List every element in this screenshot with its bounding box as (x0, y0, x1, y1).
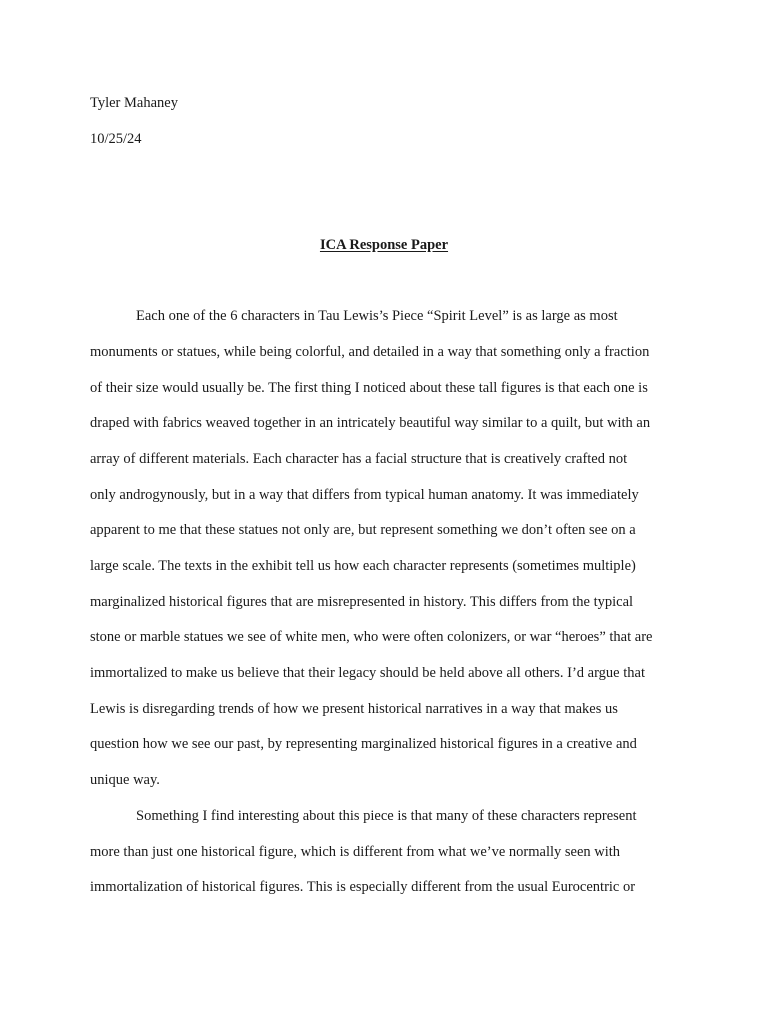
author-name: Tyler Mahaney (90, 95, 178, 111)
paragraph-1-line-8: large scale. The texts in the exhibit tell us how each character represents (sometimes multiple) (90, 558, 636, 574)
paragraph-1-line-11: immortalized to make us believe that their legacy should be held above all others. I’d argue that (90, 665, 645, 681)
paragraph-1-line-10: stone or marble statues we see of white men, who were often colonizers, or war “heroes” that are (90, 629, 653, 645)
paragraph-1-line-7: apparent to me that these statues not only are, but represent something we don’t often see on a (90, 522, 636, 538)
paper-title (0, 236, 768, 254)
paragraph-1-line-1: Each one of the 6 characters in Tau Lewis’s Piece “Spirit Level” is as large as most (136, 308, 618, 324)
paragraph-2-line-3: immortalization of historical figures. This is especially different from the usual Eurocentric or (90, 879, 636, 895)
paragraph-1-line-5: array of different materials. Each character has a facial structure that is creatively crafted not (90, 451, 628, 467)
document-date: 10/25/24 (90, 131, 142, 147)
paragraph-1-line-13: question how we see our past, by representing marginalized historical figures in a creative and (90, 736, 637, 752)
paragraph-1-line-4: draped with fabrics weaved together in an intricately beautiful way similar to a quilt, but with an (90, 415, 651, 431)
paragraph-1-line-2: monuments or statues, while being colorful, and detailed in a way that something only a fraction (90, 344, 650, 360)
paragraph-1-line-6: only androgynously, but in a way that differs from typical human anatomy. It was immediately (90, 487, 639, 503)
paragraph-2-line-1: Something I find interesting about this piece is that many of these characters represent (136, 808, 637, 824)
paragraph-1-line-14: unique way. (90, 772, 160, 788)
paragraph-1-line-9: marginalized historical figures that are misrepresented in history. This differs from the typical (90, 594, 634, 610)
paper-title-text: ICA Response Paper (319, 237, 449, 253)
paragraph-1-line-3: of their size would usually be. The first thing I noticed about these tall figures is that each one is (90, 380, 648, 396)
paragraph-1-line-12: Lewis is disregarding trends of how we present historical narratives in a way that makes us (90, 701, 618, 717)
paragraph-2-line-2: more than just one historical figure, which is different from what we’ve normally seen with (90, 844, 621, 860)
